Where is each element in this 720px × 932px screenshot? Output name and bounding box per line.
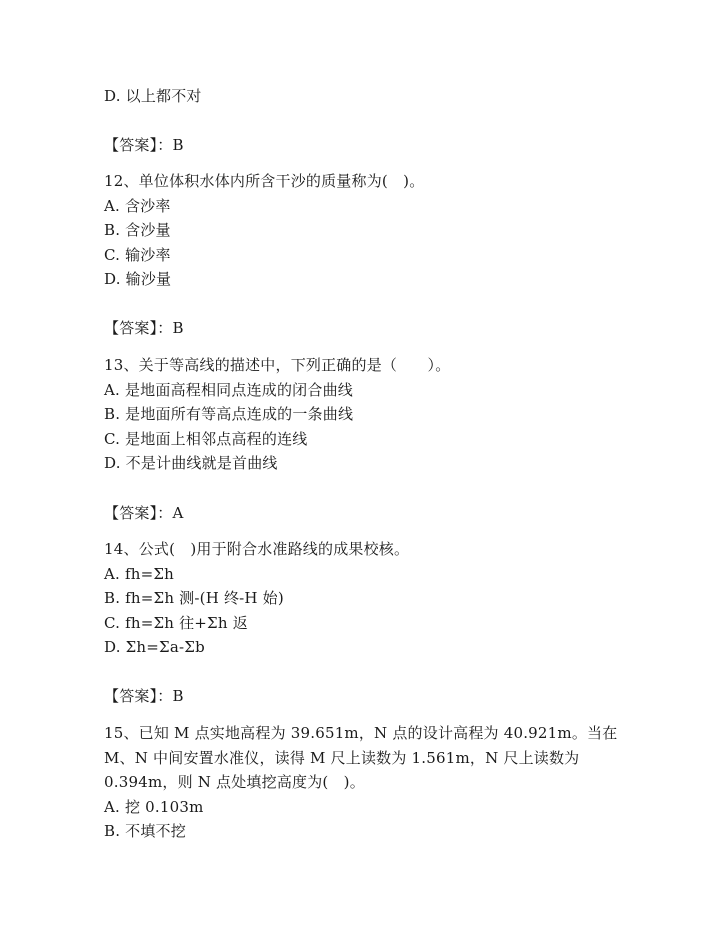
q13-option-c: C. 是地面上相邻点高程的连线 [104, 430, 308, 448]
q15-stem-line-3: 0.394m，则 N 点处填挖高度为( )。 [104, 773, 365, 791]
q14-option-b: B. fh=Σh 测-(H 终-H 始) [104, 589, 284, 607]
q13-option-d: D. 不是计曲线就是首曲线 [104, 454, 278, 472]
q15-option-b: B. 不填不挖 [104, 822, 186, 840]
q12-option-a: A. 含沙率 [104, 197, 171, 215]
q13-stem: 13、关于等高线的描述中，下列正确的是（ ）。 [104, 356, 451, 374]
q15-option-a: A. 挖 0.103m [104, 798, 204, 816]
q15-stem-line-2: M、N 中间安置水准仪，读得 M 尺上读数为 1.561m，N 尺上读数为 [104, 749, 580, 767]
q12-answer: 【答案】：B [104, 319, 184, 337]
q13-option-a: A. 是地面高程相同点连成的闭合曲线 [104, 381, 353, 399]
q12-option-c: C. 输沙率 [104, 246, 171, 264]
q13-option-b: B. 是地面所有等高点连成的一条曲线 [104, 405, 354, 423]
q12-option-b: B. 含沙量 [104, 221, 171, 239]
prev-option-d: D. 以上都不对 [104, 87, 202, 105]
q14-option-d: D. Σh=Σa-Σb [104, 638, 205, 656]
q12-stem: 12、单位体积水体内所含干沙的质量称为( )。 [104, 172, 425, 190]
q12-option-d: D. 输沙量 [104, 270, 172, 288]
prev-answer: 【答案】：B [104, 136, 184, 154]
q14-option-a: A. fh=Σh [104, 565, 175, 583]
q14-stem: 14、公式( )用于附合水准路线的成果校核。 [104, 540, 410, 558]
q14-answer: 【答案】：B [104, 687, 184, 705]
q15-stem-line-1: 15、已知 M 点实地高程为 39.651m，N 点的设计高程为 40.921m。当在 [104, 724, 618, 742]
q13-answer: 【答案】：A [104, 504, 184, 522]
q14-option-c: C. fh=Σh 往+Σh 返 [104, 614, 248, 632]
